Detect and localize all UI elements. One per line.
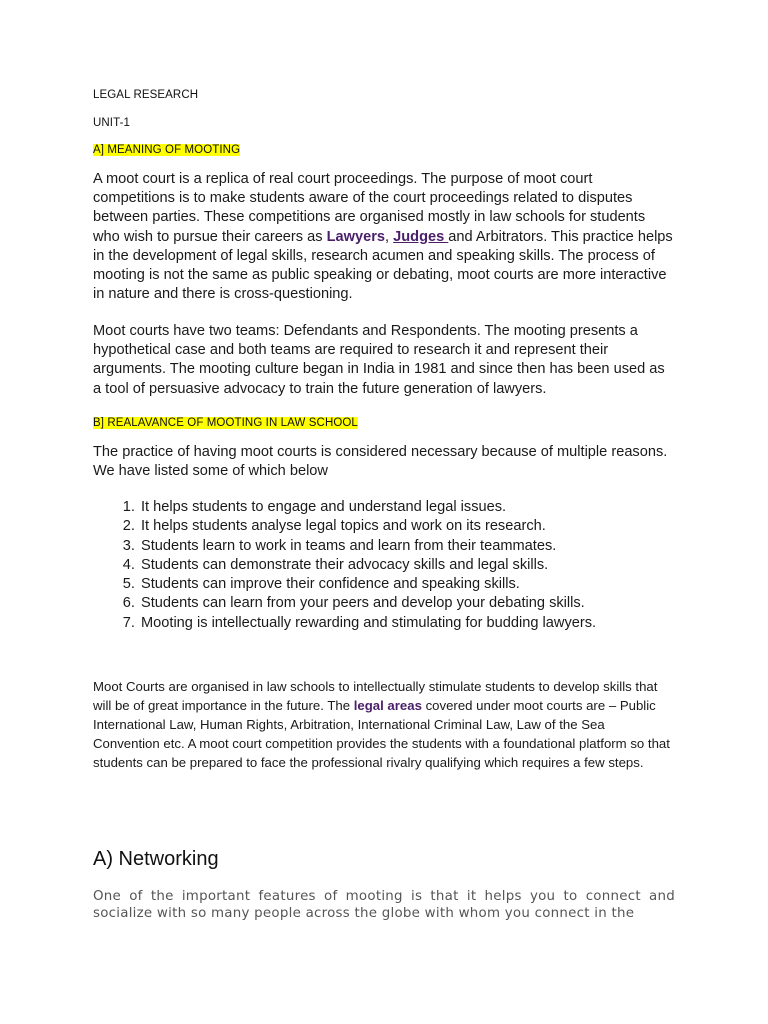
section-a-heading (93, 144, 240, 156)
paragraph-text: and Arbitrators. This practice helps in the development of legal skills, research acumen and speaking skills. The process of mooting is not the same as public speaking or debating, moot courts are more interactive in nature and there is cross-questioning. (93, 228, 673, 303)
paragraph-text: Moot Courts are organised in law schools to intellectually stimulate students to develop skills that will be of great importance in the future. The (93, 679, 658, 713)
paragraph-text: A moot court is a replica of real court proceedings. The purpose of moot court competitions is to make students aware of the court proceedings related to disputes between parties. These competitions are organised mostly in law schools for students who wish to pursue their careers as (93, 171, 646, 245)
list-item: 3. Students learn to work in teams and learn from their teammates. (139, 537, 679, 556)
unit-label: UNIT-1 (93, 117, 131, 129)
legal-areas-link[interactable]: legal areas (353, 698, 422, 713)
paragraph-text: covered under moot courts are – Public International Law, Human Rights, Arbitration, International Criminal Law, Law of the Sea Convention etc. A moot court competition provides the students with a foundational platform so that students can be prepared to face the professional rivalry qualifying which requires a few steps. (93, 698, 670, 770)
lawyers-link[interactable]: Lawyers (326, 228, 386, 245)
section-a-paragraph-1 (93, 170, 675, 304)
section-a-heading-text: A] MEANING OF MOOTING (93, 144, 241, 156)
moot-courts-paragraph (93, 677, 675, 772)
section-b-heading-text: B] REALAVANCE OF MOOTING IN LAW SCHOOL (93, 417, 358, 429)
networking-paragraph: One of the important features of mooting is that it helps you to connect and socialize with so many people across the globe with whom you connect in the (93, 889, 675, 922)
judges-link[interactable]: Judges (393, 228, 449, 245)
section-a-paragraph-2: Moot courts have two teams: Defendants and Respondents. The mooting presents a hypothetical case and both teams are required to research it and represent their arguments. The mooting culture began in India in 1981 and since then has been used as a tool of persuasive advocacy to train the future generation of lawyers. (93, 323, 665, 397)
reasons-list (93, 498, 679, 633)
list-item: 7. Mooting is intellectually rewarding and stimulating for budding lawyers. (139, 614, 679, 633)
list-item: 6. Students can learn from your peers and develop your debating skills. (139, 594, 679, 613)
document-title: LEGAL RESEARCH (93, 89, 199, 101)
section-b-heading (93, 417, 358, 429)
networking-heading: A) Networking (93, 848, 219, 870)
list-item: 2. It helps students analyse legal topics and work on its research. (139, 517, 679, 536)
paragraph-text: , (385, 228, 394, 245)
section-b-intro: The practice of having moot courts is considered necessary because of multiple reasons. We have listed some of which below (93, 444, 668, 480)
list-item: 4. Students can demonstrate their advocacy skills and legal skills. (139, 556, 679, 575)
list-item: 1. It helps students to engage and understand legal issues. (139, 498, 679, 517)
list-item: 5. Students can improve their confidence and speaking skills. (139, 575, 679, 594)
